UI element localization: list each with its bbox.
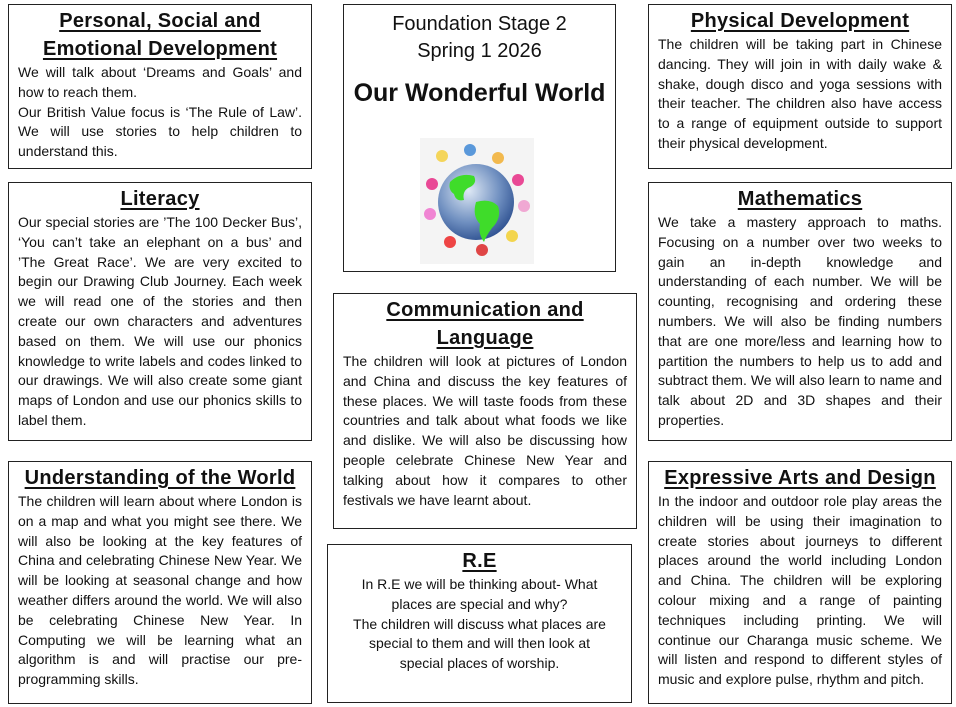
- section-text: The children will learn about where London is on a map and what you might see there. We will also be looking at the key features of China and celebrating Chinese New Year. We will be looking at seasonal change and how weather differs around the world. We will also be celebrating Chinese New Year. In Computing we will be learning what an algorithm is and will practise our pre-programming skills.: [18, 493, 302, 688]
- section-heading: Personal, Social and Emotional Development: [42, 10, 278, 60]
- section-heading: Physical Development: [690, 10, 910, 32]
- section-text: In the indoor and outdoor role play areas the children will be using their imagination to create stories about journeys to different places around the world including London and China. The children will be exploring colour mixing and a range of painting techniques including printing. We will continue our Charanga music scheme. We will listen and respond to different styles of music and explore pulse, rhythm and pitch.: [658, 493, 942, 688]
- section-maths: [648, 182, 952, 441]
- topic-title: Our Wonderful World: [353, 79, 606, 107]
- section-re: [327, 544, 632, 703]
- section-text: The children will look at pictures of London and China and discuss the key features of these places. We will taste foods from these countries and talk about what foods we like and dislike. We will also be discussing how people celebrate Chinese New Year and talking about how it compares to other festivals we have learnt about.: [343, 353, 627, 508]
- section-text: The children will discuss what places are special to them and will then look at special places of worship.: [353, 615, 606, 672]
- section-understanding-world: [8, 461, 312, 704]
- section-heading: R.E: [462, 550, 497, 572]
- term-label: Spring 1 2026: [417, 40, 542, 62]
- section-text: Our British Value focus is ‘The Rule of Law’. We will use stories to help children to understand this.: [18, 103, 302, 160]
- section-text: In R.E we will be thinking about- What places are special and why?: [361, 576, 598, 612]
- globe-children-image: [420, 138, 534, 264]
- section-text: The children will be taking part in Chinese dancing. They will join in with daily wake & shake, dough disco and yoga sessions with their teacher. The children also have access to a range of equipment outside to support their physical development.: [658, 36, 942, 151]
- stage-label: Foundation Stage 2: [392, 13, 567, 35]
- section-psed: [8, 4, 312, 169]
- section-text: We take a mastery approach to maths. Focusing on a number over two weeks to gain an in-depth knowledge and understanding of each number. We will be counting, recognising and ordering these numbers. We will also be finding numbers that are one more/less and learning how to partition the numbers to help us to add and subtract them. We will also learn to name and talk about 2D and 3D shapes and their properties.: [658, 214, 942, 428]
- section-heading: Mathematics: [737, 188, 863, 210]
- section-text: We will talk about ‘Dreams and Goals’ and how to reach them.: [18, 64, 302, 100]
- section-literacy: [8, 182, 312, 441]
- section-heading: Literacy: [120, 188, 200, 210]
- section-communication: [333, 293, 637, 529]
- section-heading: Communication and Language: [386, 299, 584, 349]
- section-heading: Expressive Arts and Design: [664, 467, 936, 489]
- title-box: [343, 4, 616, 272]
- section-heading: Understanding of the World: [24, 467, 296, 489]
- section-physical: [648, 4, 952, 169]
- section-text: Our special stories are ’The 100 Decker Bus’, ‘You can’t take an elephant on a bus’ and ’The Great Race’. We are very excited to begin our Drawing Club Journey. Each week we will read one of the stories and then create our own characters and adventures based on them. We will use our phonics knowledge to write labels and codes linked to our drawings. We will also create some giant maps of London and use our phonics skills to label them.: [18, 214, 302, 428]
- section-expressive-arts: [648, 461, 952, 704]
